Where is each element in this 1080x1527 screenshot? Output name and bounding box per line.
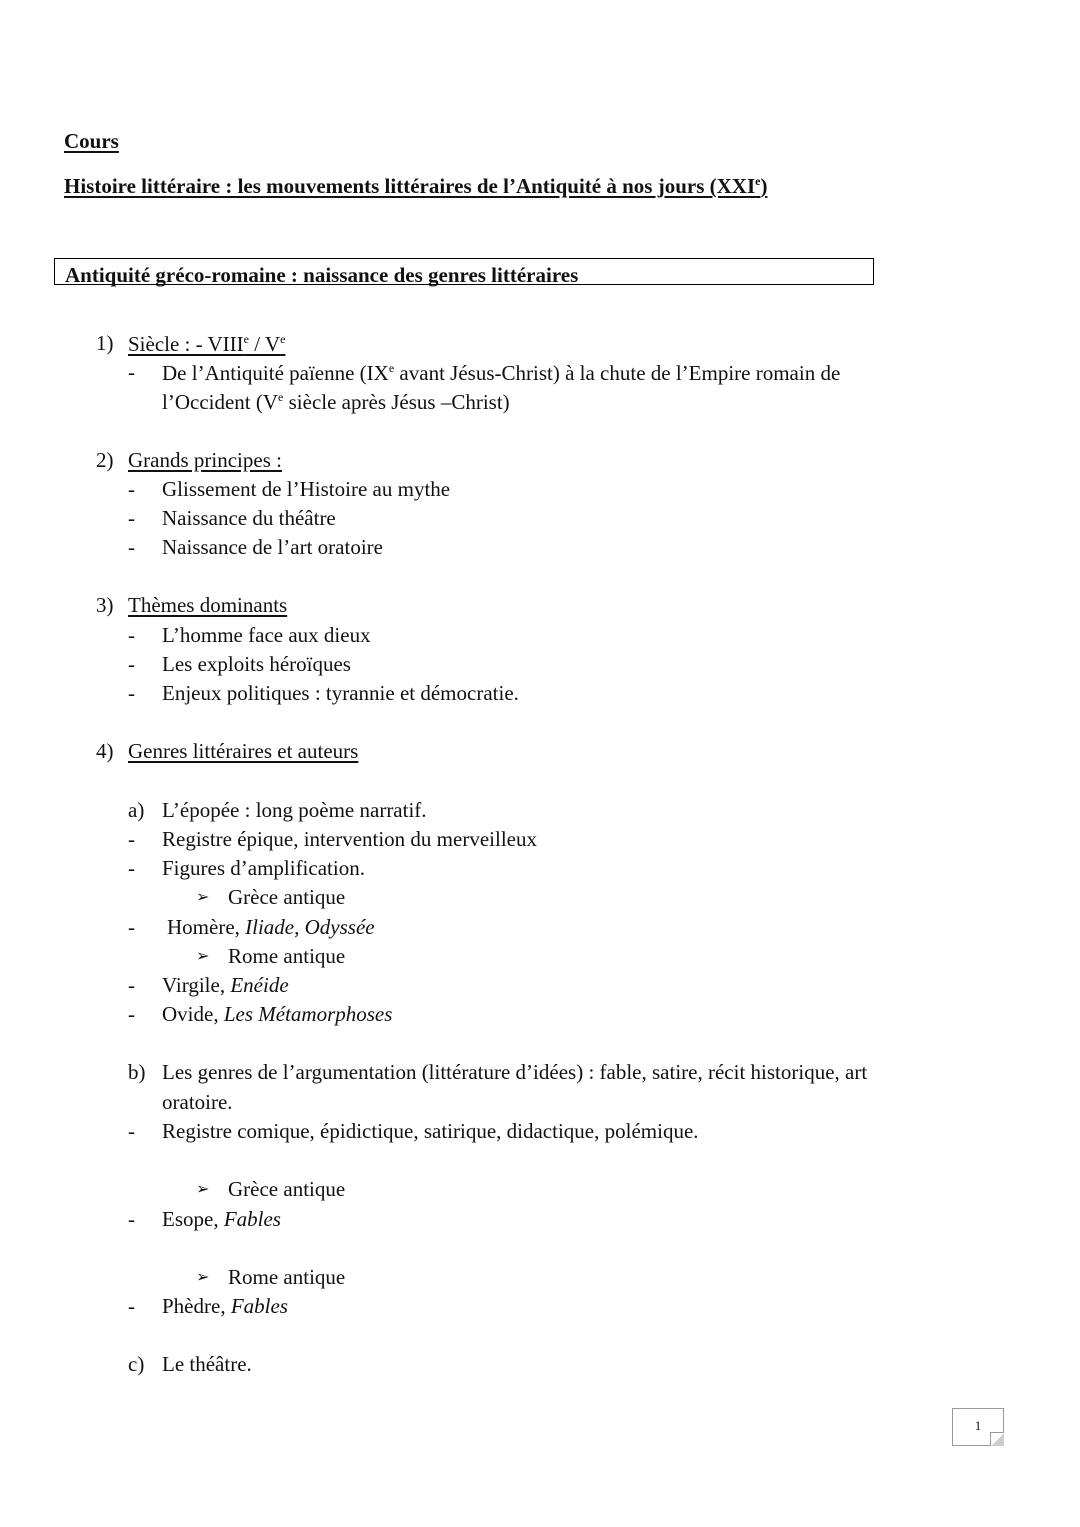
s4a-ovid [162, 1004, 392, 1025]
arrow-bullet-icon: ➢ [196, 948, 210, 965]
s4b-dash-3: - [128, 1294, 135, 1318]
s1-line2 [162, 391, 510, 413]
s4a-homer-author: Homère, [167, 915, 246, 939]
s1-line2a: l’Occident (V [162, 390, 279, 414]
s3-dash-2: - [128, 652, 135, 676]
s1-heading-text: Siècle : - VIII [128, 332, 244, 356]
s4a-homer [167, 917, 375, 938]
s4b-phedre-work: Fables [230, 1294, 288, 1318]
s4a-item: Figures d’amplification. [162, 856, 365, 880]
s2-item: Naissance du théâtre [162, 506, 336, 530]
page-title-end: ) [760, 174, 768, 198]
s1-heading [128, 333, 285, 355]
s3-number: 3) [96, 593, 114, 617]
s4a-greece: Grèce antique [228, 885, 346, 909]
page-title [64, 175, 767, 197]
s4a-ovid-author: Ovide, [162, 1002, 224, 1026]
s3-item: Enjeux politiques : tyrannie et démocratie. [162, 681, 519, 705]
page-corner-fold-icon [990, 1432, 1004, 1446]
s4-number: 4) [96, 739, 114, 763]
s3-item: Les exploits héroïques [162, 652, 351, 676]
page-title-sup: e [755, 174, 761, 188]
s4a-ovid-work: Les Métamorphoses [223, 1002, 393, 1026]
s1-heading-mid: / V [248, 332, 281, 356]
s4c-text: Le théâtre. [162, 1352, 252, 1376]
s4b-greece: Grèce antique [228, 1177, 346, 1201]
section-heading-box [54, 258, 874, 285]
s4a-dash-1: - [128, 827, 135, 851]
s2-dash-3: - [128, 535, 135, 559]
arrow-bullet-icon: ➢ [196, 1269, 210, 1286]
s1-number: 1) [96, 331, 114, 355]
s4a-dash-3: - [128, 915, 135, 939]
s2-number: 2) [96, 448, 114, 472]
s4a-text: L’épopée : long poème narratif. [162, 798, 427, 822]
s4b-phedre-author: Phèdre, [162, 1294, 231, 1318]
s4b-label: b) [128, 1060, 146, 1084]
s4a-item: Registre épique, intervention du merveilleux [162, 827, 537, 851]
s4-heading: Genres littéraires et auteurs [128, 739, 359, 763]
s1-line2-sup: e [278, 390, 284, 404]
s2-heading: Grands principes : [128, 448, 282, 472]
s2-dash-2: - [128, 506, 135, 530]
s4a-label: a) [128, 798, 145, 822]
s4a-homer-works: Iliade, Odyssée [245, 915, 375, 939]
s1-line1-sup: e [388, 361, 395, 375]
s4a-virgil-author: Virgile, [162, 973, 231, 997]
s3-dash-1: - [128, 623, 135, 647]
s4b-esope-work: Fables [223, 1207, 281, 1231]
s4a-dash-2: - [128, 856, 135, 880]
page-title-text: Histoire littéraire : les mouvements littéraires de l’Antiquité à nos jours (XXI [64, 174, 756, 198]
s3-heading: Thèmes dominants [128, 593, 288, 617]
s4b-rome: Rome antique [228, 1265, 346, 1289]
s1-sup2: e [280, 332, 286, 346]
section-heading: Antiquité gréco-romaine : naissance des genres littéraires [65, 263, 579, 287]
page-number-box [952, 1408, 1004, 1446]
s4b-text-line2: oratoire. [162, 1090, 233, 1114]
s4b-dash-2: - [128, 1207, 135, 1231]
s1-line1a: De l’Antiquité païenne (IX [162, 361, 389, 385]
s1-dash: - [128, 360, 135, 384]
s4b-item: Registre comique, épidictique, satirique, didactique, polémique. [162, 1119, 699, 1143]
s1-line2b: siècle après Jésus –Christ) [283, 390, 510, 414]
s4b-esope-author: Esope, [162, 1207, 224, 1231]
s3-item: L’homme face aux dieux [162, 623, 371, 647]
s3-dash-3: - [128, 681, 135, 705]
page-number: 1 [974, 1418, 982, 1433]
s4a-virgil-work: Enéide [230, 973, 289, 997]
course-label: Cours [64, 129, 119, 153]
s1-line1b: avant Jésus-Christ) à la chute de l’Empire romain de [394, 361, 841, 385]
s2-dash-1: - [128, 477, 135, 501]
s2-item: Naissance de l’art oratoire [162, 535, 383, 559]
s1-line1 [162, 362, 840, 384]
s4b-phedre [162, 1296, 288, 1317]
arrow-bullet-icon: ➢ [196, 889, 210, 906]
s4a-virgil [162, 975, 289, 996]
s4c-label: c) [128, 1352, 145, 1376]
s4a-dash-4: - [128, 973, 135, 997]
s4b-esope [162, 1209, 281, 1230]
s4a-dash-5: - [128, 1002, 135, 1026]
arrow-bullet-icon: ➢ [196, 1181, 210, 1198]
s4a-rome: Rome antique [228, 944, 346, 968]
s1-sup1: e [243, 332, 249, 346]
s4b-text-line1: Les genres de l’argumentation (littérature d’idées) : fable, satire, récit historique, art [162, 1060, 868, 1084]
s2-item: Glissement de l’Histoire au mythe [162, 477, 451, 501]
s4b-dash-1: - [128, 1119, 135, 1143]
